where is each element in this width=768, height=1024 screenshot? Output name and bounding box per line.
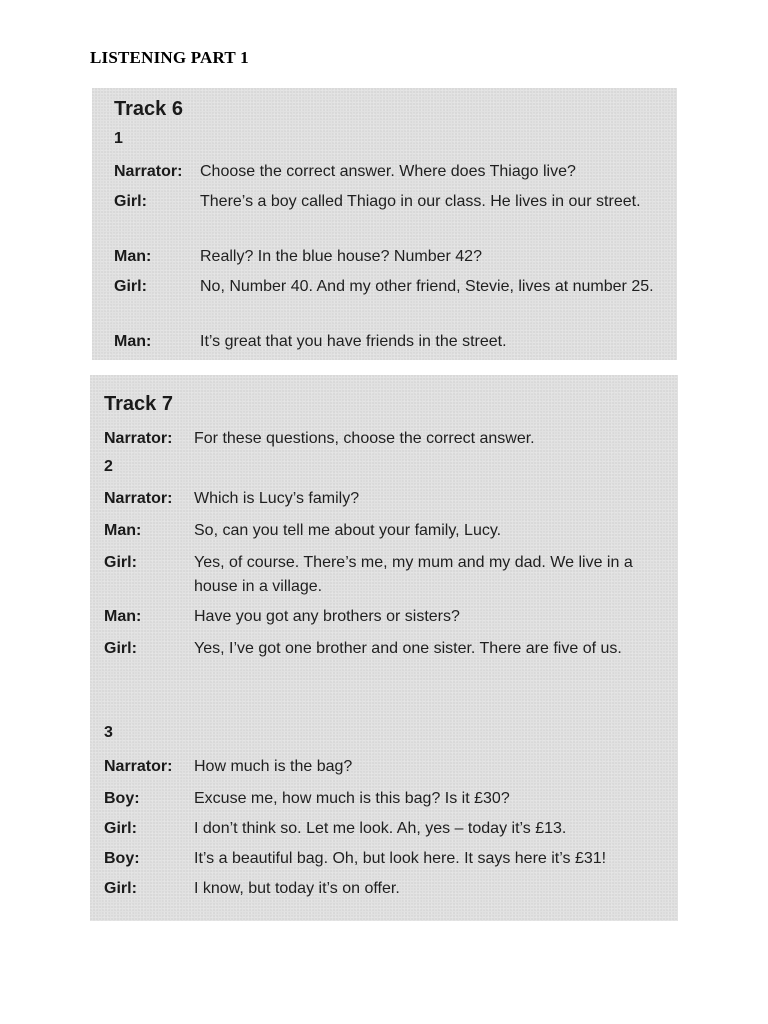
dialogue-line	[104, 605, 664, 629]
speaker-label: Narrator:	[114, 163, 183, 180]
speech-text: Excuse me, how much is this bag? Is it £30?	[194, 790, 510, 807]
track-title: Track 6	[114, 98, 183, 120]
speech-text: So, can you tell me about your family, Lucy.	[194, 522, 502, 539]
speaker-label: Girl:	[114, 278, 147, 295]
dialogue-line	[114, 330, 657, 354]
dialogue-line	[104, 551, 664, 599]
speech-text: It’s great that you have friends in the street.	[200, 333, 507, 350]
question-number: 1	[114, 130, 123, 147]
speaker-label: Girl:	[104, 820, 137, 837]
speaker-label: Man:	[104, 608, 142, 625]
dialogue-line	[114, 190, 657, 214]
dialogue-line	[104, 519, 664, 543]
dialogue-line	[104, 637, 664, 661]
speaker-label: Narrator:	[104, 490, 173, 507]
dialogue-line	[104, 487, 664, 511]
speech-text: I don’t think so. Let me look. Ah, yes – today it’s £13.	[194, 820, 567, 837]
speech-text: Have you got any brothers or sisters?	[194, 608, 460, 625]
speech-text: Really? In the blue house? Number 42?	[200, 248, 482, 265]
question-number: 3	[104, 724, 113, 741]
speaker-label: Girl:	[104, 554, 137, 571]
speaker-label: Boy:	[104, 850, 140, 867]
speaker-label: Boy:	[104, 790, 140, 807]
dialogue-line	[104, 877, 664, 901]
dialogue-line	[114, 160, 657, 184]
speaker-label: Narrator:	[104, 430, 173, 447]
dialogue-line	[104, 817, 664, 841]
track-title: Track 7	[104, 393, 173, 415]
speech-text: How much is the bag?	[194, 758, 353, 775]
speaker-label: Girl:	[104, 880, 137, 897]
speech-text: Choose the correct answer. Where does Thiago live?	[200, 163, 576, 180]
speaker-label: Girl:	[104, 640, 137, 657]
question-number: 2	[104, 458, 113, 475]
speech-text: Yes, I’ve got one brother and one sister. There are five of us.	[194, 640, 622, 657]
speaker-label: Man:	[114, 248, 152, 265]
speech-text: For these questions, choose the correct answer.	[194, 430, 535, 447]
dialogue-line	[104, 847, 664, 871]
page-title: LISTENING PART 1	[90, 48, 249, 67]
speaker-label: Man:	[104, 522, 142, 539]
dialogue-line	[104, 787, 664, 811]
speech-text: There’s a boy called Thiago in our class. He lives in our street.	[200, 193, 641, 210]
speaker-label: Man:	[114, 333, 152, 350]
speech-text: No, Number 40. And my other friend, Stevie, lives at number 25.	[200, 278, 654, 295]
track-6-transcript	[92, 88, 677, 360]
dialogue-line	[104, 427, 664, 451]
speech-text: Which is Lucy’s family?	[194, 490, 360, 507]
speech-text: It’s a beautiful bag. Oh, but look here. It says here it’s £31!	[194, 850, 607, 867]
speech-text: Yes, of course. There’s me, my mum and my dad. We live in a house in a village.	[194, 554, 633, 595]
dialogue-line	[104, 755, 664, 779]
speaker-label: Narrator:	[104, 758, 173, 775]
speech-text: I know, but today it’s on offer.	[194, 880, 400, 897]
dialogue-line	[114, 245, 657, 269]
speaker-label: Girl:	[114, 193, 147, 210]
dialogue-line	[114, 275, 657, 299]
track-7-transcript	[90, 375, 678, 921]
